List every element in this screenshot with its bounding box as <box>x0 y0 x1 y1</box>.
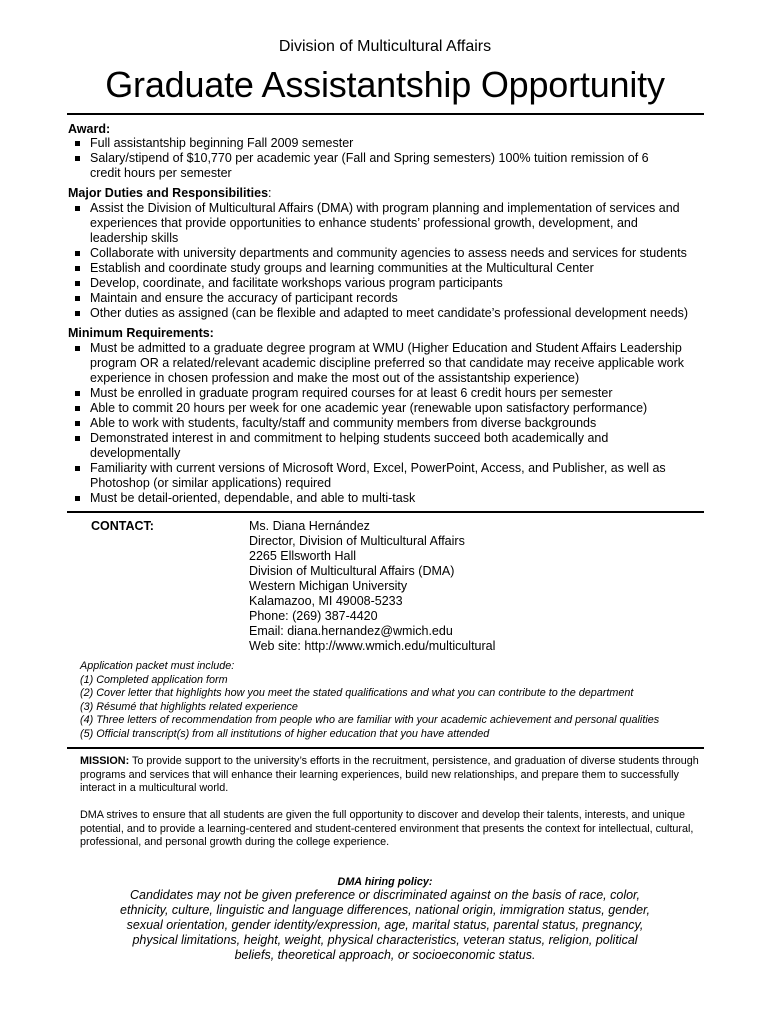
title-divider <box>67 113 704 115</box>
packet-item: (1) Completed application form <box>80 673 228 686</box>
list-item: Must be detail-oriented, dependable, and able to multi-task <box>68 491 700 506</box>
list-item: Demonstrated interest in and commitment to helping students succeed both academically and developmentally <box>68 431 700 461</box>
contact-block <box>249 519 495 654</box>
contact-divider <box>67 511 704 513</box>
duties-heading-colon: : <box>268 186 272 200</box>
policy-text: Candidates may not be given preference or discriminated against on the basis of race, color, ethnicity, culture, linguistic and language differences, national origin, immigration status, gender, sexual orientation, gender identity/expression, age, marital status, parental status, pregnancy, physical limitations, height, weight, physical characteristics, veteran status, religion, political beliefs, theoretical approach, or socioeconomic status. <box>120 888 650 962</box>
page-title: Graduate Assistantship Opportunity <box>105 64 665 105</box>
packet-heading: Application packet must include: <box>80 660 235 672</box>
contact-university: Western Michigan University <box>249 579 408 593</box>
contact-title: Director, Division of Multicultural Affairs <box>249 534 465 548</box>
list-item: Collaborate with university departments and community agencies to assess needs and services for students <box>68 246 700 261</box>
contact-phone: Phone: (269) 387-4420 <box>249 609 378 623</box>
list-item: Must be enrolled in graduate program required courses for at least 6 credit hours per semester <box>68 386 700 401</box>
mission-text: To provide support to the university’s efforts in the recruitment, persistence, and graduation of diverse students through programs and services that will enhance their learning experiences, build new relationships, and prepare them to successfully interact in a multicultural world. <box>80 755 699 794</box>
contact-address: 2265 Ellsworth Hall <box>249 549 356 563</box>
contact-website[interactable]: Web site: http://www.wmich.edu/multicultural <box>249 639 496 653</box>
contact-city: Kalamazoo, MI 49008-5233 <box>249 594 403 608</box>
award-heading: Award: <box>68 122 111 136</box>
requirements-heading: Minimum Requirements: <box>68 326 214 340</box>
list-item: Able to commit 20 hours per week for one academic year (renewable upon satisfactory performance) <box>68 401 700 416</box>
duties-list <box>68 201 700 321</box>
duties-heading <box>68 186 272 200</box>
mission-label: MISSION: <box>80 755 130 767</box>
division-name: Division of Multicultural Affairs <box>278 38 492 55</box>
policy-heading: DMA hiring policy: <box>337 876 433 888</box>
list-item: Establish and coordinate study groups and learning communities at the Multicultural Center <box>68 261 700 276</box>
packet-item: (2) Cover letter that highlights how you meet the stated qualifications and what you can contribute to the department <box>80 687 634 699</box>
contact-name: Ms. Diana Hernández <box>249 519 370 533</box>
list-item: Develop, coordinate, and facilitate workshops various program participants <box>68 276 700 291</box>
list-item: Assist the Division of Multicultural Affairs (DMA) with program planning and implementation of services and experiences that provide opportunities to enhance students’ professional growth, development, and leadership skills <box>68 201 700 246</box>
packet-item: (4) Three letters of recommendation from people who are familiar with your academic achievement and personal qualities <box>80 714 660 726</box>
requirements-list <box>68 341 700 506</box>
list-item: Able to work with students, faculty/staff and community members from diverse backgrounds <box>68 416 700 431</box>
list-item: Familiarity with current versions of Microsoft Word, Excel, PowerPoint, Access, and Publisher, as well as Photoshop (or similar applications) required <box>68 461 700 491</box>
application-packet <box>80 660 720 741</box>
packet-item: (3) Résumé that highlights related experience <box>80 700 298 713</box>
mission-divider <box>67 747 704 749</box>
strives-paragraph: DMA strives to ensure that all students are given the full opportunity to discover and develop their talents, interests, and unique potential, and to provide a learning-centered and student-centered environment that presents the context for intellectual, cultural, professional, and personal growth during the college experience. <box>80 809 694 848</box>
list-item: Other duties as assigned (can be flexible and adapted to meet candidate’s professional development needs) <box>68 306 700 321</box>
list-item: Salary/stipend of $10,770 per academic year (Fall and Spring semesters) 100% tuition remission of 6 credit hours per semester <box>68 151 698 181</box>
contact-label: CONTACT: <box>91 519 154 533</box>
mission-paragraph <box>80 755 710 796</box>
duties-heading-text: Major Duties and Responsibilities <box>68 186 269 200</box>
list-item: Must be admitted to a graduate degree program at WMU (Higher Education and Student Affairs Leadership program OR a related/relevant academic discipline preferred so that candidate may receive applicable work experience in chosen profession and make the most out of the assistantship experience) <box>68 341 700 386</box>
list-item: Full assistantship beginning Fall 2009 semester <box>68 136 698 151</box>
contact-department: Division of Multicultural Affairs (DMA) <box>249 564 455 578</box>
packet-item: (5) Official transcript(s) from all institutions of higher education that you have attended <box>80 727 490 740</box>
contact-email[interactable]: Email: diana.hernandez@wmich.edu <box>249 624 453 638</box>
award-list <box>68 136 698 181</box>
list-item: Maintain and ensure the accuracy of participant records <box>68 291 700 306</box>
